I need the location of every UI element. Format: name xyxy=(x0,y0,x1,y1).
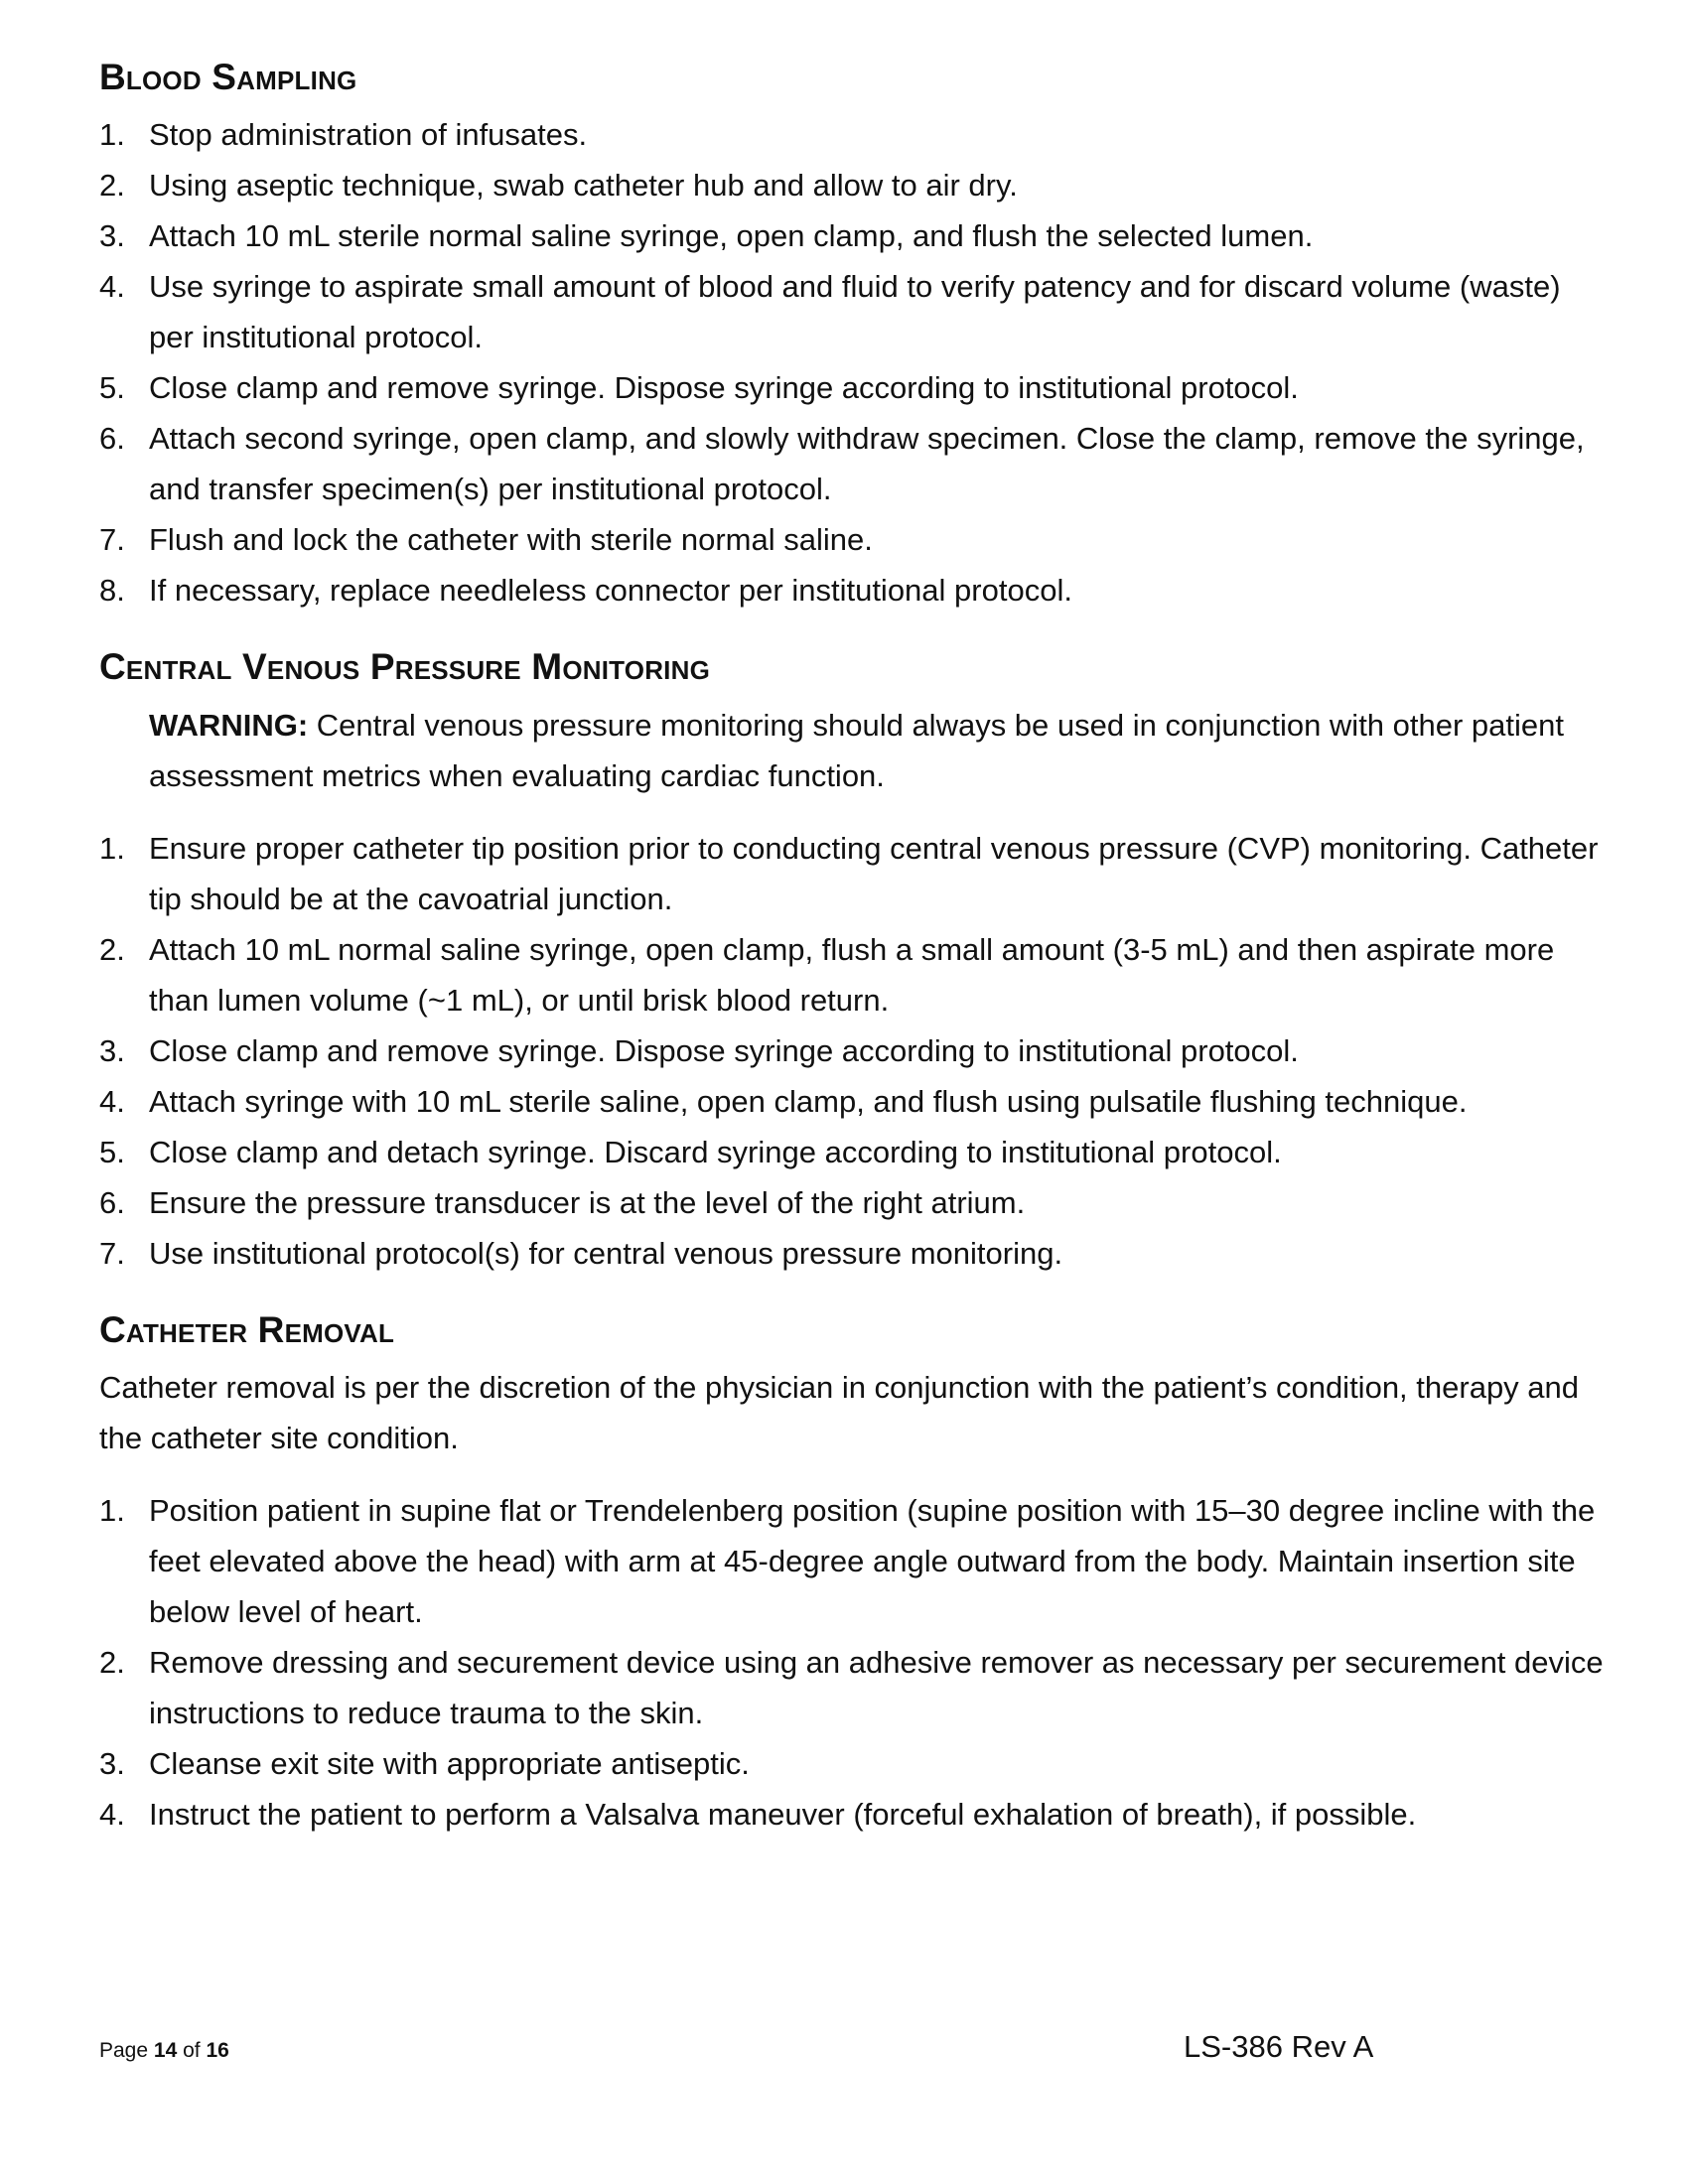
step-number: 3. xyxy=(99,218,125,254)
list-item xyxy=(99,514,1609,565)
step-text: Attach 10 mL normal saline syringe, open clamp, flush a small amount (3-5 mL) and then aspirate more than lumen volume (~1 mL), or until brisk blood return. xyxy=(149,931,1555,1018)
list-item xyxy=(99,413,1609,514)
step-number: 1. xyxy=(99,830,125,866)
section-catheter-removal xyxy=(99,1308,1609,1840)
step-text: Use institutional protocol(s) for central venous pressure monitoring. xyxy=(149,1235,1063,1271)
page-total: 16 xyxy=(206,2039,229,2062)
document-id: LS-386 Rev A xyxy=(1184,2029,1374,2064)
step-number: 6. xyxy=(99,421,125,457)
steps-list xyxy=(99,1485,1609,1840)
step-text: Attach 10 mL sterile normal saline syringe, open clamp, and flush the selected lumen. xyxy=(149,218,1314,254)
step-text: Remove dressing and securement device using an adhesive remover as necessary per securement device instructions to reduce trauma to the skin. xyxy=(149,1645,1604,1731)
warning-note xyxy=(99,700,1609,801)
step-number: 4. xyxy=(99,1083,125,1119)
step-number: 5. xyxy=(99,370,125,406)
step-number: 7. xyxy=(99,1235,125,1271)
step-text: Attach syringe with 10 mL sterile saline, open clamp, and flush using pulsatile flushing technique. xyxy=(149,1083,1468,1119)
step-text: Close clamp and detach syringe. Discard syringe according to institutional protocol. xyxy=(149,1134,1282,1169)
list-item xyxy=(99,1637,1609,1738)
list-item xyxy=(99,160,1609,210)
step-number: 2. xyxy=(99,931,125,967)
list-item xyxy=(99,1485,1609,1637)
list-item xyxy=(99,924,1609,1025)
step-text: Attach second syringe, open clamp, and slowly withdraw specimen. Close the clamp, remove the syringe, and transfer specimen(s) per institutional protocol. xyxy=(149,421,1585,507)
step-text: Using aseptic technique, swab catheter hub and allow to air dry. xyxy=(149,168,1018,204)
section-title: Central Venous Pressure Monitoring xyxy=(99,646,710,688)
warning-text: Central venous pressure monitoring should always be used in conjunction with other patient assessment metrics when evaluating cardiac function. xyxy=(149,707,1565,793)
step-text: Use syringe to aspirate small amount of blood and fluid to verify patency and for discard volume (waste) per institutional protocol. xyxy=(149,269,1561,355)
list-item xyxy=(99,1076,1609,1127)
list-item xyxy=(99,1738,1609,1789)
list-item xyxy=(99,1228,1609,1279)
page-of: of xyxy=(183,2039,201,2062)
step-text: Ensure the pressure transducer is at the level of the right atrium. xyxy=(149,1184,1026,1220)
list-item xyxy=(99,210,1609,261)
step-number: 5. xyxy=(99,1134,125,1169)
step-number: 2. xyxy=(99,1645,125,1681)
section-title: Catheter Removal xyxy=(99,1308,395,1350)
page-content xyxy=(99,56,1609,1869)
list-item xyxy=(99,1789,1609,1840)
step-text: Stop administration of infusates. xyxy=(149,117,588,153)
list-item xyxy=(99,565,1609,615)
step-text: Close clamp and remove syringe. Dispose syringe according to institutional protocol. xyxy=(149,370,1299,406)
list-item xyxy=(99,1177,1609,1228)
section-cvp-monitoring xyxy=(99,645,1609,1278)
section-title: Blood Sampling xyxy=(99,57,357,97)
step-text: Close clamp and remove syringe. Dispose syringe according to institutional protocol. xyxy=(149,1032,1299,1068)
step-number: 4. xyxy=(99,1797,125,1833)
step-number: 1. xyxy=(99,1493,125,1529)
page-current: 14 xyxy=(153,2039,178,2062)
section-blood-sampling xyxy=(99,56,1609,615)
step-number: 8. xyxy=(99,573,125,609)
page-number xyxy=(99,2039,229,2063)
list-item xyxy=(99,1127,1609,1177)
step-text: Cleanse exit site with appropriate antiseptic. xyxy=(149,1746,750,1782)
step-text: If necessary, replace needleless connector per institutional protocol. xyxy=(149,573,1072,609)
step-number: 3. xyxy=(99,1032,125,1068)
steps-list xyxy=(99,109,1609,615)
list-item xyxy=(99,1025,1609,1076)
intro-paragraph: Catheter removal is per the discretion of the physician in conjunction with the patient’s condition, therapy and the catheter site condition. xyxy=(99,1370,1580,1456)
page-prefix: Page xyxy=(99,2039,149,2062)
warning-label: WARNING: xyxy=(149,707,309,743)
step-number: 6. xyxy=(99,1184,125,1220)
step-text: Ensure proper catheter tip position prior to conducting central venous pressure (CVP) monitoring. Catheter tip should be at the cavoatrial junction. xyxy=(149,830,1599,916)
step-number: 3. xyxy=(99,1746,125,1782)
step-number: 2. xyxy=(99,168,125,204)
list-item xyxy=(99,362,1609,413)
step-number: 7. xyxy=(99,522,125,558)
step-text: Instruct the patient to perform a Valsalva maneuver (forceful exhalation of breath), if possible. xyxy=(149,1797,1417,1833)
step-text: Flush and lock the catheter with sterile normal saline. xyxy=(149,522,873,558)
step-number: 1. xyxy=(99,117,125,153)
step-number: 4. xyxy=(99,269,125,305)
list-item xyxy=(99,109,1609,160)
step-text: Position patient in supine flat or Trendelenberg position (supine position with 15–30 degree incline with the feet elevated above the head) with arm at 45-degree angle outward from the body. Maintain insertion site below level of heart. xyxy=(149,1493,1596,1630)
list-item xyxy=(99,823,1609,924)
list-item xyxy=(99,261,1609,362)
steps-list xyxy=(99,823,1609,1279)
